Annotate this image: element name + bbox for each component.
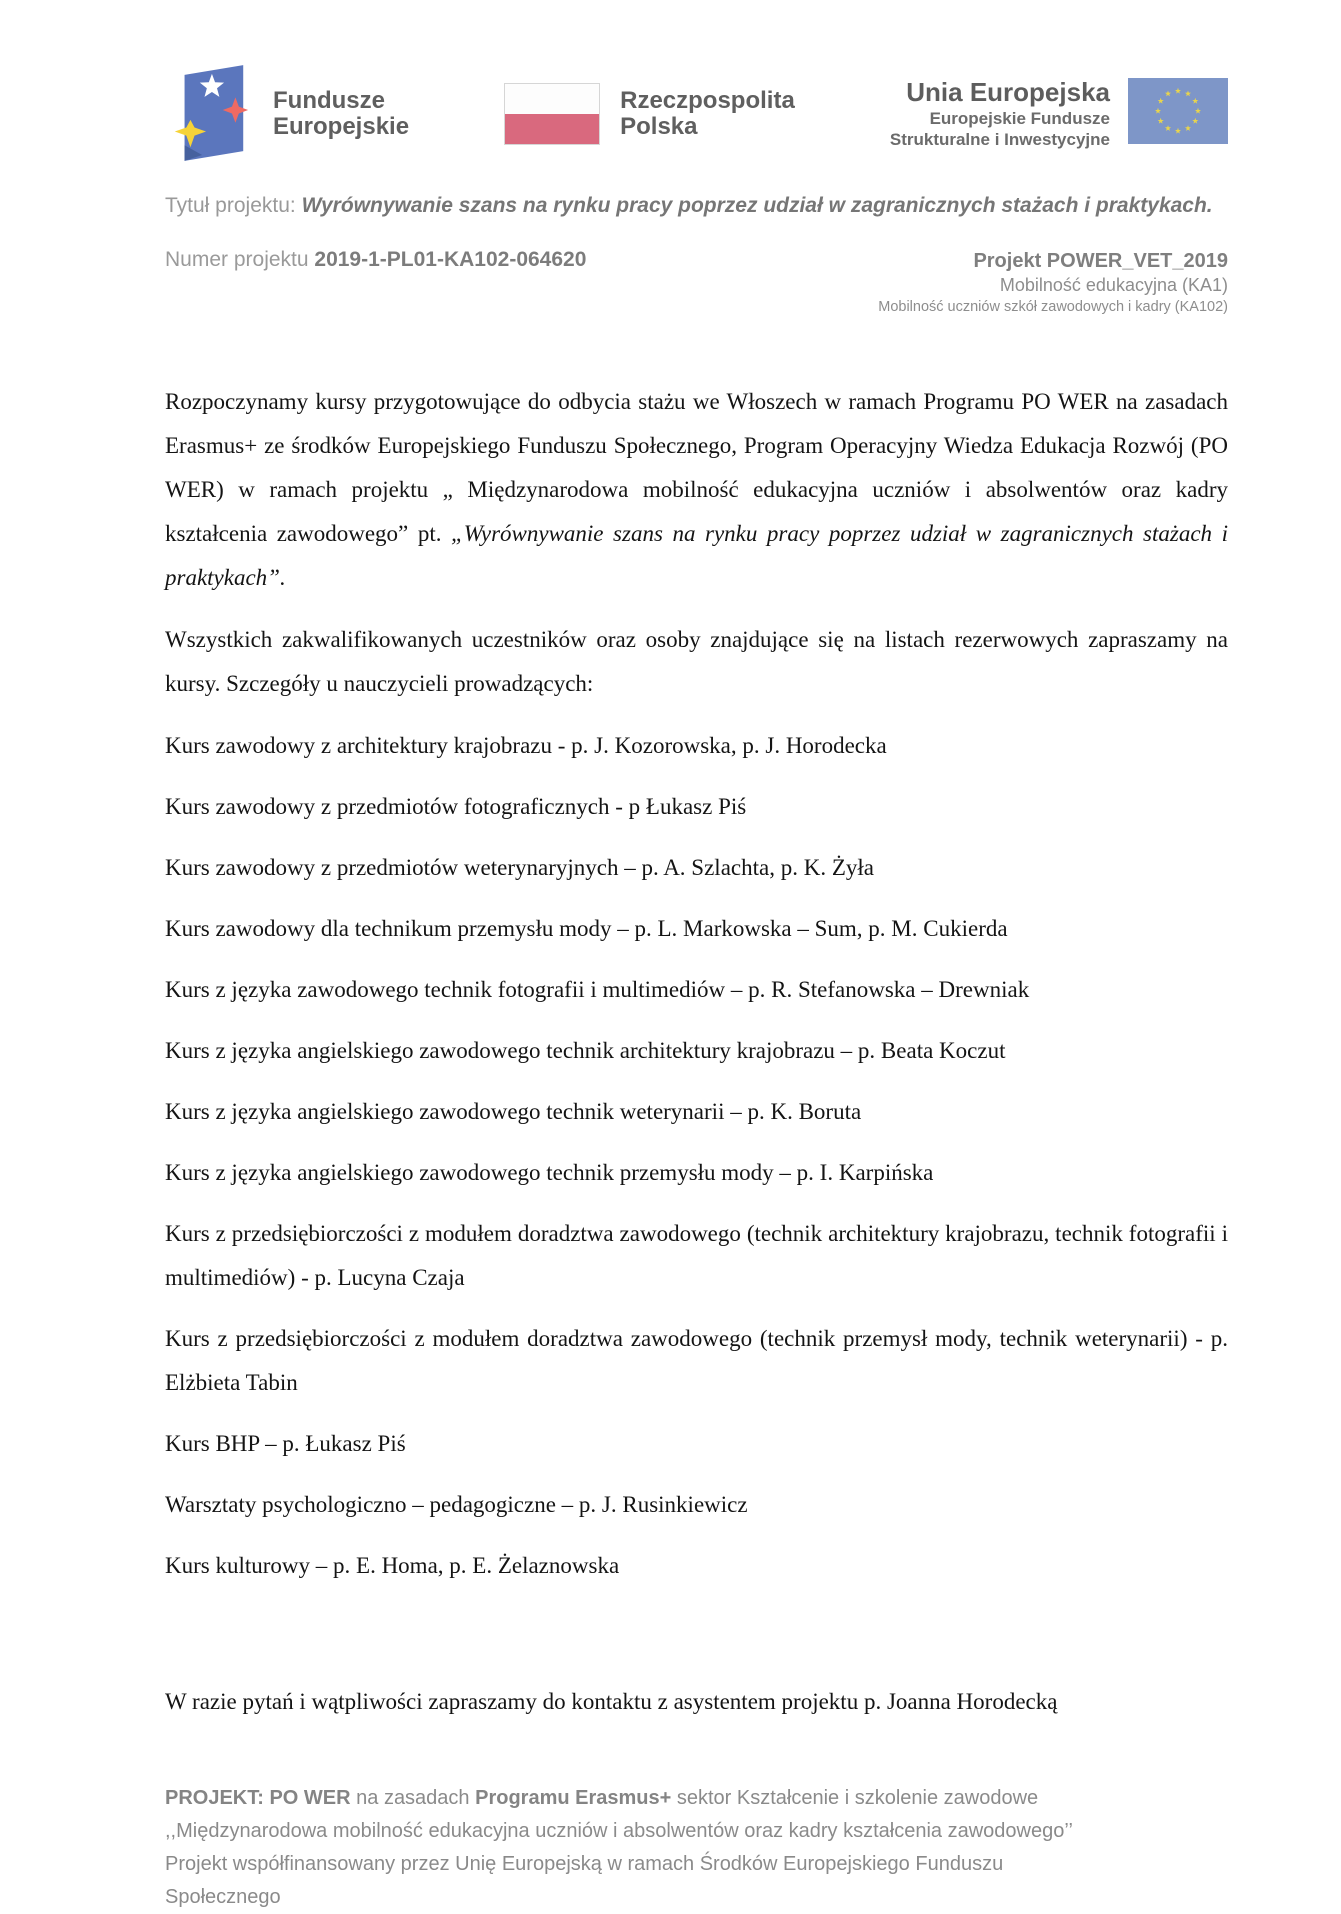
footer-note <box>165 1782 1228 1914</box>
project-meta-line1: Projekt POWER_VET_2019 <box>973 250 1228 272</box>
course-item: Kurs z języka angielskiego zawodowego technik przemysłu mody – p. I. Karpińska <box>165 1159 934 1185</box>
footer-line2: ,,Międzynarodowa mobilność edukacyjna uczniów i absolwentów oraz kadry kształcenia zawodowego’’ <box>165 1819 1073 1842</box>
course-item: Kurs zawodowy dla technikum przemysłu mody – p. L. Markowska – Sum, p. M. Cukierda <box>165 915 1008 941</box>
eu-line2: Europejskie Fundusze <box>929 108 1110 128</box>
invitation-paragraph: Wszystkich zakwalifikowanych uczestników oraz osoby znajdujące się na listach rezerwowych zapraszamy na kursy. Szczegóły u nauczycieli prowadzących: <box>165 626 1228 696</box>
course-item: Kurs z języka angielskiego zawodowego technik weterynarii – p. K. Boruta <box>165 1098 862 1124</box>
course-item: Kurs kulturowy – p. E. Homa, p. E. Żelaznowska <box>165 1552 620 1578</box>
fundusze-europejskie-flag-icon <box>165 58 253 171</box>
course-item: Warsztaty psychologiczno – pedagogiczne – p. J. Rusinkiewicz <box>165 1491 748 1517</box>
course-item: Kurs zawodowy z architektury krajobrazu - p. J. Kozorowska, p. J. Horodecka <box>165 732 887 758</box>
intro-paragraph <box>165 380 1228 600</box>
eu-line3: Strukturalne i Inwestycyjne <box>889 129 1110 149</box>
course-item: Kurs zawodowy z przedmiotów weterynaryjnych – p. A. Szlachta, p. K. Żyła <box>165 854 874 880</box>
fundusze-line1: Fundusze <box>273 86 385 114</box>
project-number: 2019-1-PL01-KA102-064620 <box>314 248 587 271</box>
intro-text: Rozpoczynamy kursy przygotowujące do odbycia stażu we Włoszech w ramach Programu PO WER na zasadach Erasmus+ ze środków Europejskiego Funduszu Społecznego, Program Operacyjny Wiedza Edukacja Rozwój (PO WER) w ramach projektu „ Międzynarodowa mobilność edukacyjna uczniów i absolwentów oraz kadry kształcenia zawodowego” pt. <box>165 388 1228 546</box>
poland-logo-text <box>620 88 795 141</box>
project-meta-block <box>878 248 1228 318</box>
eu-logo-text <box>890 78 1110 150</box>
eu-flag-icon <box>1128 78 1228 149</box>
fundusze-logo-text <box>273 88 409 141</box>
course-item: Kurs zawodowy z przedmiotów fotograficznych - p Łukasz Piś <box>165 793 747 819</box>
intro-quote: „Wyrównywanie szans na rynku pracy poprzez udział w zagranicznych stażach i praktykach”. <box>165 520 1228 590</box>
project-title: Wyrównywanie szans na rynku pracy poprzez udział w zagranicznych stażach i praktykach. <box>301 194 1213 217</box>
eu-line1: Unia Europejska <box>906 76 1110 107</box>
footer-bold-projekt: PROJEKT: PO WER <box>165 1786 351 1809</box>
course-item: Kurs z języka angielskiego zawodowego technik architektury krajobrazu – p. Beata Koczut <box>165 1037 1006 1063</box>
course-item: Kurs z przedsiębiorczości z modułem doradztwa zawodowego (technik architektury krajobrazu, technik fotografii i multimediów) - p. Lucyna Czaja <box>165 1220 1228 1290</box>
project-title-label: Tytuł projektu: <box>165 194 302 217</box>
course-item: Kurs BHP – p. Łukasz Piś <box>165 1430 406 1456</box>
contact-paragraph: W razie pytań i wątpliwości zapraszamy do kontaktu z asystentem projektu p. Joanna Horodecką <box>165 1688 1058 1714</box>
project-number-label: Numer projektu <box>165 248 315 271</box>
footer-line4: Społecznego <box>165 1885 281 1908</box>
footer-text: PROJEKT: PO WER na zasadach Programu Erasmus+ sektor Kształcenie i szkolenie zawodowe ,,Międzynarodowa mobilność edukacyjna uczniów i absolwentów oraz kadry kształcenia zawodowego’’ Projekt współfinansowany przez Unię Europejską w ramach Środków Europejskiego Funduszu Społecznego <box>165 1786 1073 1908</box>
footer-line3: Projekt współfinansowany przez Unię Europejską w ramach Środków Europejskiego Funduszu <box>165 1852 1004 1875</box>
footer-bold-erasmus: Programu Erasmus+ <box>475 1786 672 1809</box>
project-number-line <box>165 248 586 272</box>
logo-rzeczpospolita-polska <box>504 83 795 145</box>
project-meta-line2: Mobilność edukacyjna (KA1) <box>999 275 1228 295</box>
poland-line1: Rzeczpospolita <box>620 86 795 114</box>
project-title-line <box>165 194 1228 218</box>
project-meta-line3: Mobilność uczniów szkół zawodowych i kadry (KA102) <box>878 299 1228 316</box>
document-body <box>165 380 1228 1724</box>
poland-line2: Polska <box>620 113 698 140</box>
project-number-row <box>165 248 1228 318</box>
logo-fundusze-europejskie <box>165 58 409 171</box>
poland-flag-icon <box>504 83 600 145</box>
header-logos <box>165 58 1228 170</box>
course-item: Kurs z języka zawodowego technik fotografii i multimediów – p. R. Stefanowska – Drewniak <box>165 976 1030 1002</box>
logo-unia-europejska <box>890 78 1228 150</box>
fundusze-line2: Europejskie <box>273 113 410 140</box>
course-item: Kurs z przedsiębiorczości z modułem doradztwa zawodowego (technik przemysł mody, technik weterynarii) - p. Elżbieta Tabin <box>165 1325 1228 1395</box>
